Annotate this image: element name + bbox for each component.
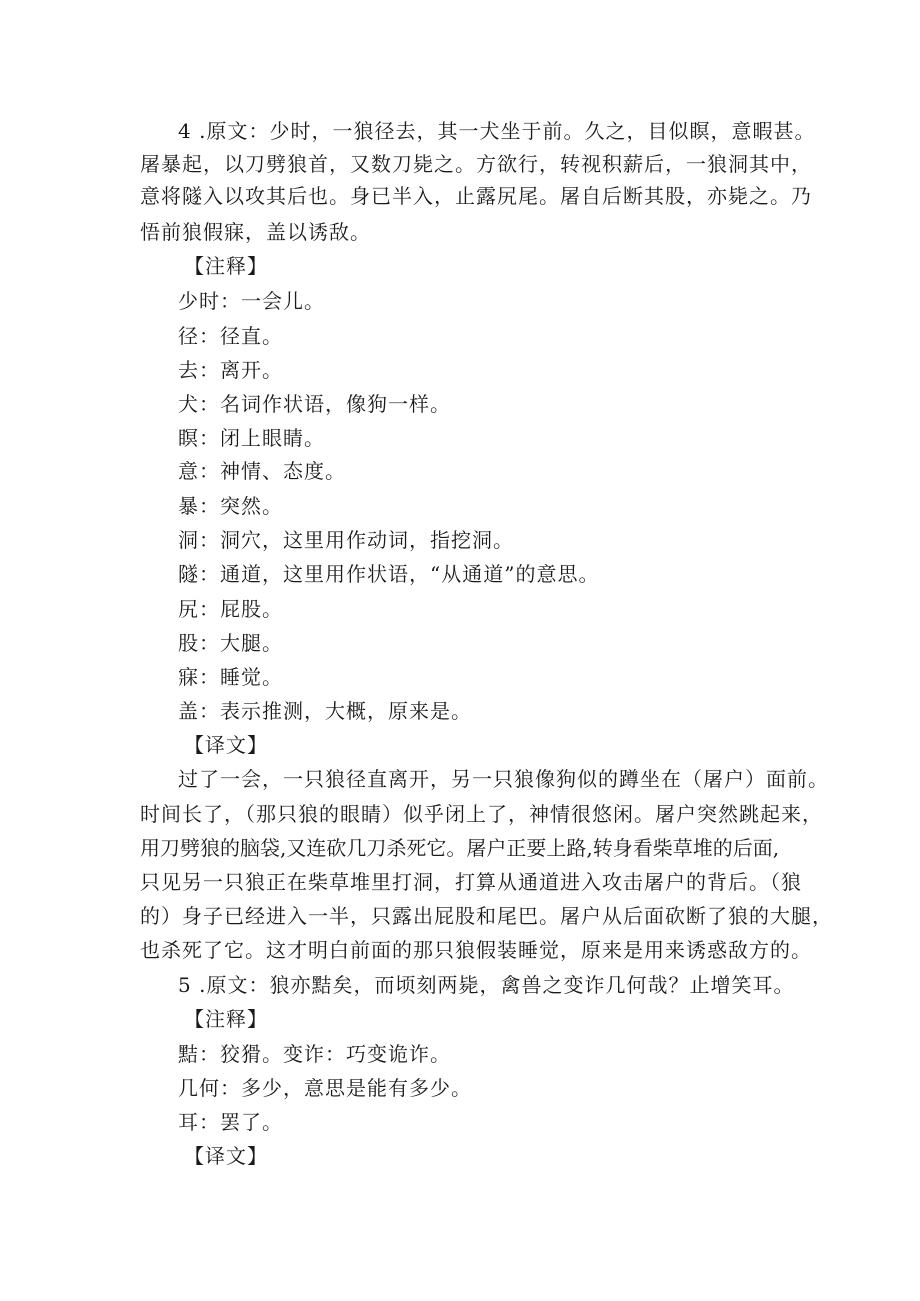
section4-note: 股：大腿。	[178, 631, 283, 655]
section4-translation-heading: 【译文】	[184, 733, 268, 757]
section4-note: 隧：通道，这里用作状语，“从通道”的意思。	[178, 562, 600, 586]
section5-note: 耳：罢了。	[178, 1110, 283, 1134]
section4-note: 洞：洞穴，这里用作动词，指挖洞。	[178, 528, 514, 552]
section4-original-line-1: 4 .原文：少时，一狼径去，其一犬坐于前。久之，目似瞑，意暇甚。	[178, 119, 816, 143]
section4-original-line-4: 悟前狼假寐，盖以诱敌。	[140, 220, 371, 244]
section5-note: 几何：多少，意思是能有多少。	[178, 1076, 472, 1100]
section4-note: 意：神情、态度。	[178, 459, 346, 483]
section5-translation-heading: 【译文】	[184, 1144, 268, 1168]
section4-note: 径：径直。	[178, 324, 283, 348]
section4-note: 瞑：闭上眼睛。	[178, 426, 325, 450]
section4-translation-line-5: 的）身子已经进入一半，只露出屁股和尾巴。屠户从后面砍断了狼的大腿，	[140, 904, 833, 928]
section4-original-line-3: 意将隧入以攻其后也。身已半入，止露尻尾。屠自后断其股，亦毙之。乃	[140, 184, 812, 208]
section5-notes-heading: 【注释】	[184, 1007, 268, 1031]
section4-translation-line-3: 用刀劈狼的脑袋,又连砍几刀杀死它。屠户正要上路,转身看柴草堆的后面,	[140, 836, 780, 860]
section4-note: 尻：屁股。	[178, 597, 283, 621]
section4-notes-heading: 【注释】	[184, 254, 268, 278]
section4-original-line-2: 屠暴起，以刀劈狼首，又数刀毙之。方欲行，转视积薪后，一狼洞其中，	[140, 152, 812, 176]
section4-translation-line-2: 时间长了，（那只狼的眼睛）似乎闭上了，神情很悠闲。屠户突然跳起来，	[140, 802, 823, 826]
section4-note: 少时：一会儿。	[178, 289, 325, 313]
section4-note: 盖：表示推测，大概，原来是。	[178, 699, 472, 723]
section4-note: 暴：突然。	[178, 494, 283, 518]
section5-note: 黠：狡猾。变诈：巧变诡诈。	[178, 1042, 451, 1066]
section4-note: 犬：名词作状语，像狗一样。	[178, 392, 451, 416]
section4-note: 寐：睡觉。	[178, 665, 283, 689]
section5-original-line: 5 .原文：狼亦黠矣，而顷刻两毙，禽兽之变诈几何哉？止增笑耳。	[178, 973, 795, 997]
section4-note: 去：离开。	[178, 358, 283, 382]
section4-translation-line-6: 也杀死了它。这才明白前面的那只狼假装睡觉，原来是用来诱惑敌方的。	[140, 938, 812, 962]
section4-translation-line-1: 过了一会，一只狼径直离开，另一只狼像狗似的蹲坐在（屠户）面前。	[178, 767, 829, 791]
section4-translation-line-4: 只见另一只狼正在柴草堆里打洞，打算从通道进入攻击屠户的背后。（狼	[140, 870, 802, 894]
